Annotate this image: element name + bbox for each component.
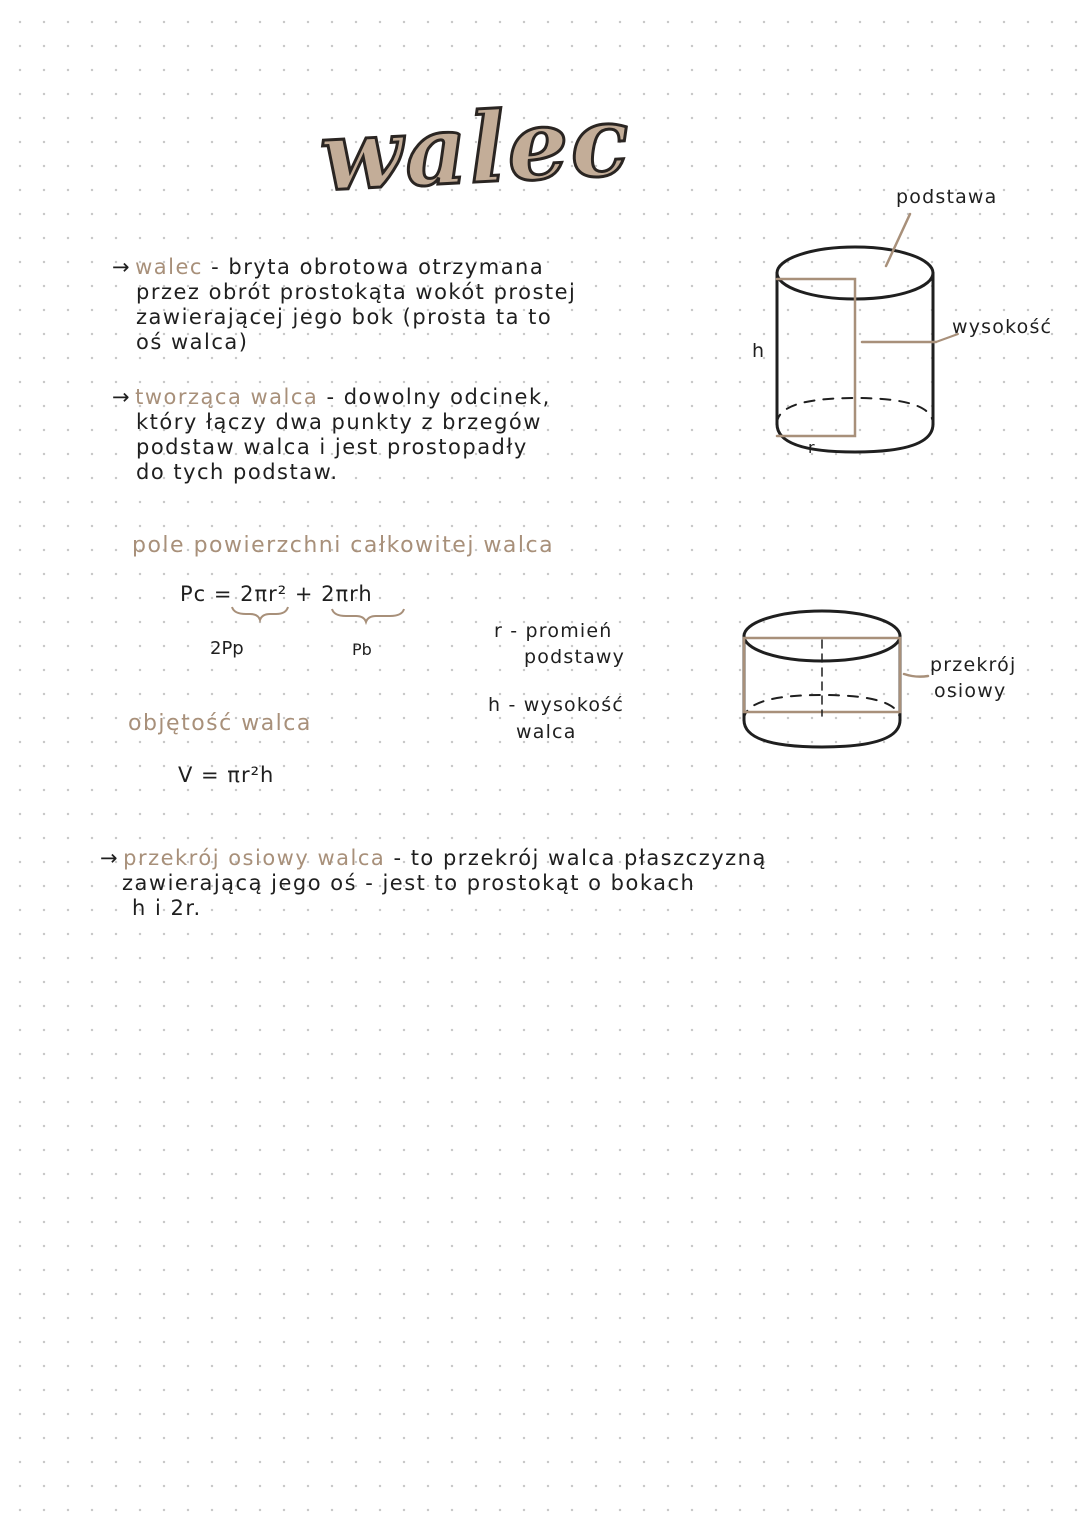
def-tworzaca-line4: do tych podstaw. (136, 460, 339, 484)
surface-formula: Pc = 2πr² + 2πrh (180, 582, 373, 606)
legend-h-line2: walca (516, 721, 577, 743)
legend-r-line1: r - promień (494, 620, 613, 642)
def-walec-line4: oś walca) (136, 330, 249, 354)
volume-heading: objętość walca (128, 711, 312, 736)
label-podstawa: podstawa (896, 186, 998, 208)
brace-2pp (232, 607, 288, 620)
term-tworzaca: tworząca walca (135, 385, 319, 409)
brace-label-2pp: 2Pp (210, 638, 244, 659)
def-przekroj-line3: h i 2r. (132, 896, 202, 920)
def-tworzaca-line1: - dowolny odcinek, (318, 385, 551, 409)
legend-h-line1: h - wysokość (488, 694, 624, 716)
surface-heading: pole powierzchni całkowitej walca (132, 533, 555, 558)
label-przekroj: przekrój (930, 654, 1017, 676)
label-wysokosc: wysokość (952, 316, 1053, 338)
arrow-icon: → (112, 385, 132, 409)
def-walec-line3: zawierającej jego bok (prosta ta to (136, 305, 553, 329)
def-tworzaca-line2: który łączy dwa punkty z brzegów (136, 410, 542, 434)
cylinder-section-diagram (744, 611, 928, 747)
cylinder-diagram (777, 214, 958, 452)
def-tworzaca-line3: podstaw walca i jest prostopadły (136, 435, 528, 459)
legend-r-line2: podstawy (524, 646, 626, 668)
label-h: h (752, 340, 766, 362)
def-przekroj-line2: zawierającą jego oś - jest to prostokąt o bokach (122, 871, 696, 895)
label-r: r (808, 438, 816, 457)
arrow-icon: → (112, 255, 132, 279)
volume-formula: V = πr²h (178, 763, 275, 787)
def-walec-line2: przez obrót prostokąta wokót prostej (136, 280, 577, 304)
label-osiowy: osiowy (934, 680, 1007, 702)
term-walec: walec (135, 255, 203, 279)
brace-pb (332, 609, 404, 622)
def-walec-line1: - bryta obrotowa otrzymana (202, 255, 545, 279)
arrow-icon: → (100, 846, 120, 870)
def-przekroj-line1: - to przekrój walca płaszczyzną (385, 846, 767, 870)
brace-label-pb: Pb (352, 640, 372, 659)
term-przekroj: przekrój osiowy walca (123, 846, 386, 870)
page-title: walec (317, 83, 634, 214)
